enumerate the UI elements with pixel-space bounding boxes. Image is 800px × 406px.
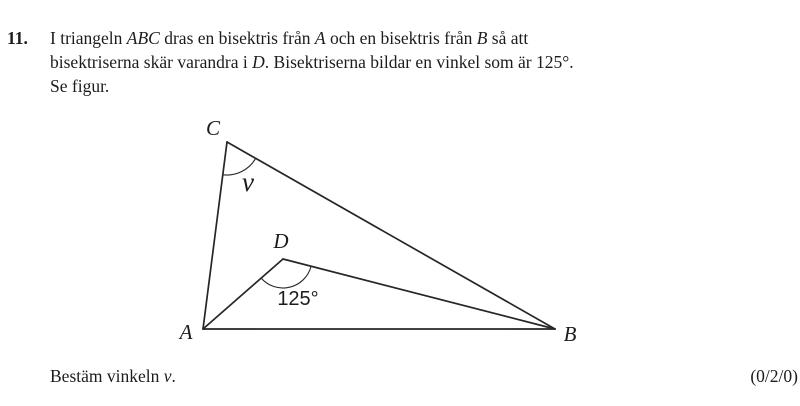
score-badge: (0/2/0) (750, 366, 798, 386)
segment-db (283, 259, 555, 329)
text-segment: B (476, 28, 488, 48)
footer (50, 364, 798, 388)
text-segment: . (171, 366, 176, 386)
segment-ac (203, 142, 227, 329)
vertex-label-d: D (273, 229, 289, 253)
text-segment: ABC (126, 28, 160, 48)
text-segment: så att (487, 28, 529, 48)
angle-label-125: 125° (277, 288, 319, 310)
vertex-label-a: A (179, 320, 193, 344)
problem-number: 11. (7, 28, 28, 48)
text-segment: . Bisektriserna bildar en vinkel som är 125°. (264, 52, 574, 72)
text-segment: Se figur. (50, 76, 110, 96)
task-text (50, 364, 176, 388)
text-segment: A (314, 28, 326, 48)
vertex-label-c: C (205, 116, 221, 140)
text-segment: bisektriserna skär varandra i (50, 52, 253, 72)
text-segment: I triangeln (50, 28, 127, 48)
text-segment: v (163, 366, 172, 386)
text-segment: och en bisektris från (325, 28, 477, 48)
segment-ad (203, 259, 283, 329)
angle-arc-d (261, 266, 311, 288)
text-segment: D (252, 52, 265, 72)
text-segment: Bestäm vinkeln (50, 366, 164, 386)
vertex-label-b: B (563, 322, 577, 346)
angle-label-v: v (242, 167, 254, 197)
text-segment: dras en bisektris från (159, 28, 315, 48)
